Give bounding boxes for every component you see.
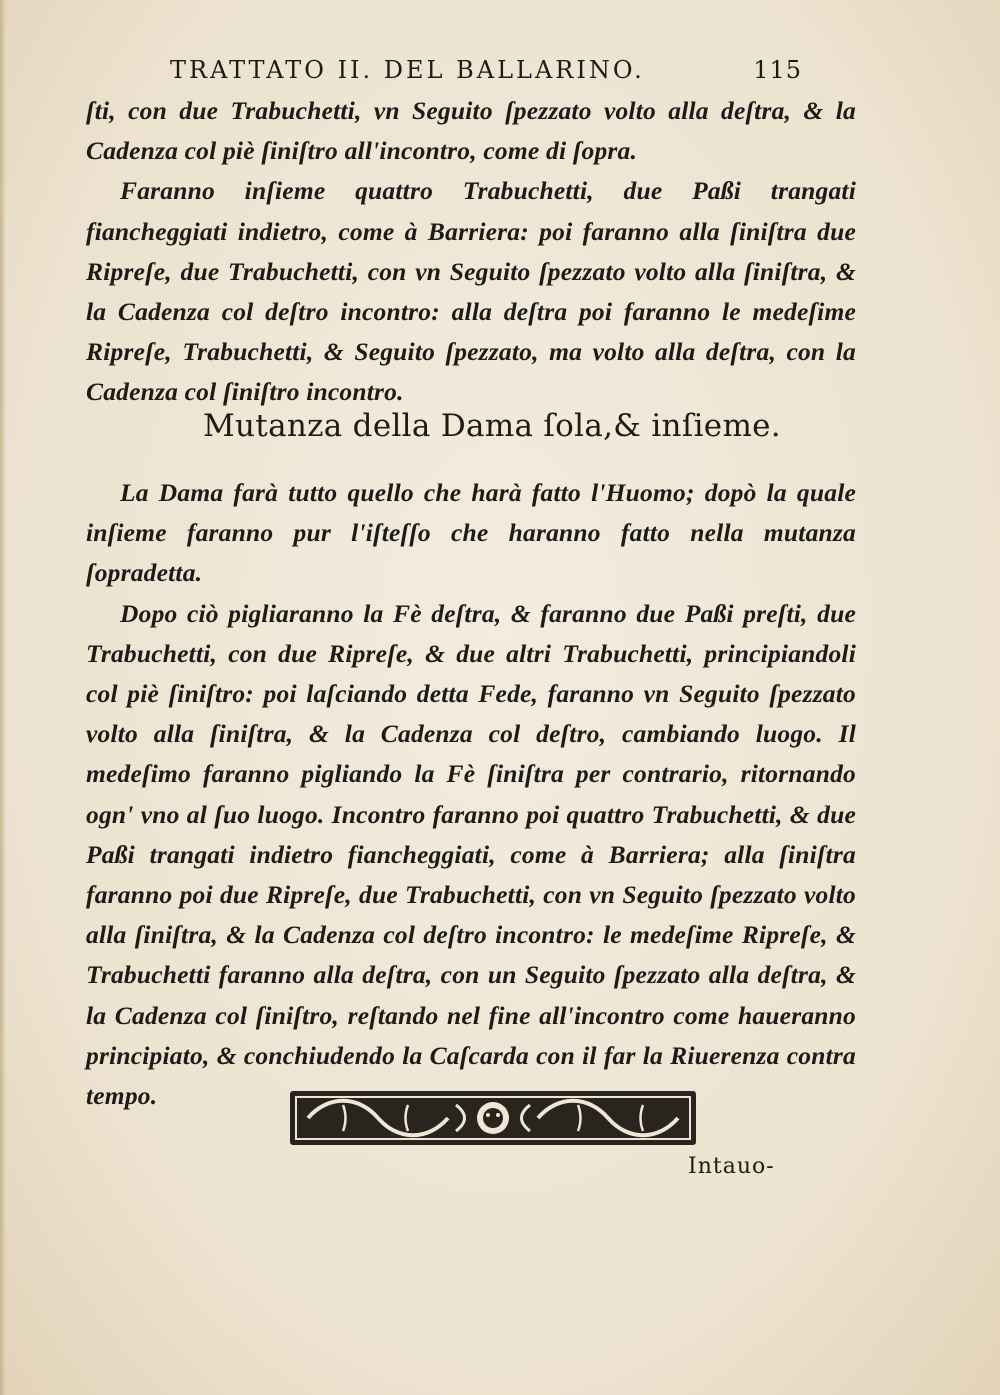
text-block-upper	[86, 91, 856, 413]
page-number: 115	[753, 56, 802, 84]
paragraph: La Dama farà tutto quello che harà fatto l'Huomo; dopò la quale inſieme faranno pur l'iſteſſo che haranno fatto nella mutanza ſopradetta.	[86, 478, 856, 588]
catchword: Intauo-	[688, 1154, 775, 1179]
paragraph: Faranno inſieme quattro Trabuchetti, due Paßi trangati fiancheggiati indietro, come à Barriera: poi faranno alla ſiniſtra due Ripreſe, due Trabuchetti, con vn Seguito ſpezzato volto alla ſiniſtra, & la Cadenza col deſtro incontro: alla deſtra poi faranno le medeſime Ripreſe, Trabuchetti, & Seguito ſpezzato, ma volto alla deſtra, con la Cadenza col ſiniſtro incontro.	[86, 176, 856, 407]
page-edge-shadow	[0, 0, 6, 1395]
section-heading: Mutanza della Dama ſola,& inſieme.	[203, 408, 781, 444]
paragraph: Dopo ciò pigliaranno la Fè deſtra, & faranno due Paßi preſti, due Trabuchetti, con due Ripreſe, & due altri Trabuchetti, principiandoli col piè ſiniſtro: poi laſciando detta Fede, faranno vn Seguito ſpezzato volto alla ſiniſtra, & la Cadenza col deſtro, cambiando luogo. Il medeſimo faranno pigliando la Fè ſiniſtra per contrario, ritornando ogn' vno al ſuo luogo. Incontro faranno poi quattro Trabuchetti, & due Paßi trangati indietro fiancheggiati, come à Barriera; alla ſiniſtra faranno poi due Ripreſe, due Trabuchetti, con vn Seguito ſpezzato volto alla ſiniſtra, & la Cadenza col deſtro incontro: le medeſime Ripreſe, & Trabuchetti faranno alla deſtra, con un Seguito ſpezzato alla deſtra, & la Cadenza col ſiniſtro, reſtando nel fine all'incontro come haueranno principiato, & conchiudendo la Caſcarda con il far la Riuerenza contra tempo.	[86, 598, 856, 1111]
decorative-band-ornament-icon	[288, 1085, 698, 1151]
text-block-lower	[86, 473, 856, 1116]
running-head	[170, 56, 810, 90]
paragraph-continuation: ſti, con due Trabuchetti, vn Seguito ſpezzato volto alla deſtra, & la Cadenza col piè ſiniſtro all'incontro, come di ſopra.	[86, 96, 856, 166]
running-head-title: TRATTATO II. DEL BALLARINO.	[170, 56, 645, 84]
